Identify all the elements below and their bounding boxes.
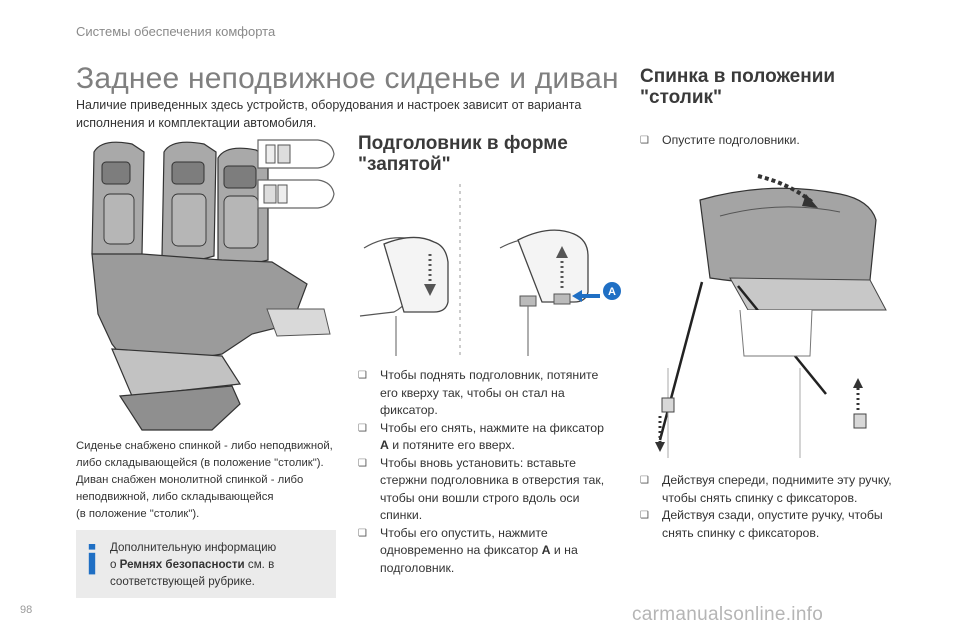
list-item: ❑ Действуя сзади, опустите ручку, чтобы снять спинку с фиксаторов. xyxy=(640,508,883,540)
info-bold-seatbelts: Ремнях безопасности xyxy=(119,558,245,571)
headrest-steps xyxy=(358,367,616,577)
intro-text: Наличие приведенных здесь устройств, оборудования и настроек зависит от варианта исполнения и комплектации автомобиля. xyxy=(76,98,582,130)
car-layout-diagram-bottom xyxy=(252,176,338,212)
table-position-step-top xyxy=(640,132,900,150)
headrest-title: Подголовник в форме "запятой" xyxy=(358,133,568,175)
section-header: Системы обеспечения комфорта xyxy=(76,24,276,39)
table-position-steps xyxy=(640,472,906,542)
headrest-illustration xyxy=(354,184,624,360)
info-icon xyxy=(88,540,96,580)
list-item: ❑ Опустите подголовники. xyxy=(640,133,800,147)
info-text: Дополнительную информацию о Ремнях безопасности см. в соответствующей рубрике. xyxy=(110,541,277,588)
info-box xyxy=(76,530,336,598)
list-item: ❑ Чтобы его снять, нажмите на фиксатор A и потяните его вверх. xyxy=(358,420,604,452)
list-item: ❑ Чтобы его опустить, нажмите одновременно на фиксатор A и на подголовник. xyxy=(358,525,578,575)
seat-caption: Сиденье снабжено спинкой - либо неподвижной, либо складывающейся (в положение "столик"). Диван снабжен монолитной спинкой - либо неподвижной, либо складывающейся (в положение "столик"). xyxy=(76,440,333,520)
car-layout-diagram-top xyxy=(252,136,338,172)
handle-down-arrow-icon xyxy=(655,416,665,452)
page-number: 98 xyxy=(20,604,33,616)
list-item: ❑ Чтобы поднять подголовник, потяните его кверху так, чтобы он стал на фиксатор. xyxy=(358,368,599,417)
table-position-illustration xyxy=(640,160,910,460)
watermark: carmanualsonline.info xyxy=(632,604,824,625)
table-position-title: Спинка в положении "столик" xyxy=(640,66,836,108)
handle-up-arrow-icon xyxy=(853,378,863,410)
page-title: Заднее неподвижное сиденье и диван xyxy=(76,62,619,95)
list-item: ❑ Чтобы вновь установить: вставьте стержни подголовника в отверстия так, чтобы они вошли строго вдоль оси спинки. xyxy=(358,455,605,522)
list-item: ❑ Действуя спереди, поднимите эту ручку, чтобы снять спинку с фиксаторов. xyxy=(640,473,892,505)
label-a: A xyxy=(608,286,616,298)
